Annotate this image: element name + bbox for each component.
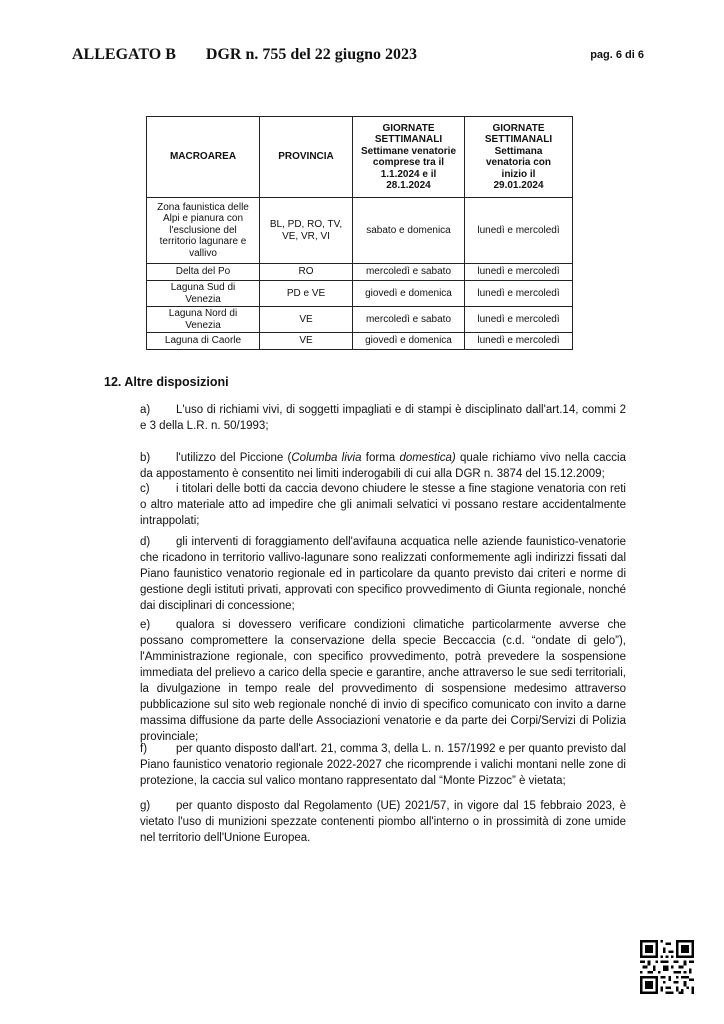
- cell-giornate-1: mercoledì e sabato: [353, 307, 465, 333]
- page-number: pag. 6 di 6: [590, 49, 644, 61]
- cell-giornate-2: lunedì e mercoledì: [465, 281, 573, 307]
- table-row: [147, 281, 573, 307]
- table-header-row: [147, 117, 573, 198]
- cell-line: territorio lagunare e: [159, 236, 247, 248]
- paragraph-letter: e): [140, 619, 151, 631]
- cell-provincia: [260, 198, 353, 264]
- cell-macroarea: Delta del Po: [147, 264, 260, 281]
- paragraph-text: per quanto disposto dall'art. 21, comma 3, della L. n. 157/1992 e per quanto previsto dal Piano faunistico venatorio regionale 2022-2027 che ricomprende i valichi montani nelle zone di protezione, la caccia sul valico montano rappresentato dal “Monte Pizzoc” è vietata;: [140, 743, 626, 787]
- allegato-label: ALLEGATO B: [72, 46, 176, 63]
- header-line: 29.01.2024: [493, 180, 544, 191]
- paragraph-letter: d): [140, 536, 151, 548]
- cell-provincia: VE: [260, 307, 353, 333]
- cell-macroarea: [147, 307, 260, 333]
- cell-macroarea: Laguna di Caorle: [147, 333, 260, 350]
- cell-line: Alpi e pianura con: [162, 213, 244, 225]
- header-line: comprese tra il: [372, 157, 445, 168]
- paragraph-letter: b): [140, 452, 151, 464]
- header-line: Settimana: [494, 145, 543, 157]
- table-row: [147, 264, 573, 281]
- cell-line: l'esclusione del: [169, 224, 237, 236]
- header-line: SETTIMANALI: [374, 134, 443, 145]
- cell-giornate-2: lunedì e mercoledì: [465, 198, 573, 264]
- paragraph-f: [140, 741, 626, 789]
- header-line: GIORNATE: [492, 122, 545, 134]
- paragraph-text: per quanto disposto dal Regolamento (UE) 2021/57, in vigore dal 15 febbraio 2023, è vietato l'uso di munizioni spezzate contenenti piombo all'interno o in prossimità di zone umide nel territorio dell'Unione Europea.: [140, 800, 626, 844]
- cell-line: Laguna Sud di: [170, 282, 236, 293]
- paragraph-b: [140, 450, 626, 482]
- paragraph-text: L'uso di richiami vivi, di soggetti impagliati e di stampi è disciplinato dall'art.14, commi 2 e 3 della L.R. n. 50/1993;: [140, 404, 626, 432]
- table-row: [147, 333, 573, 350]
- cell-line: vallivo: [189, 247, 217, 259]
- cell-giornate-1: giovedì e domenica: [353, 281, 465, 307]
- paragraph-text: forma: [361, 452, 400, 464]
- document-header: [72, 46, 417, 64]
- cell-line: Zona faunistica delle: [157, 201, 249, 213]
- cell-provincia: RO: [260, 264, 353, 281]
- header-line: Settimane venatorie: [360, 145, 457, 157]
- cell-provincia: PD e VE: [260, 281, 353, 307]
- cell-giornate-1: mercoledì e sabato: [353, 264, 465, 281]
- paragraph-letter: g): [140, 800, 151, 812]
- cell-giornate-1: sabato e domenica: [353, 198, 465, 264]
- cell-giornate-2: lunedì e mercoledì: [465, 333, 573, 350]
- paragraph-text: i titolari delle botti da caccia devono chiudere le stesse a fine stagione venatoria con reti o altro materiale atto ad impedire che gli animali selvatici vi possano restare accidentalmente intrappolati;: [140, 483, 626, 527]
- header-line: venatoria con: [485, 157, 552, 168]
- paragraph-letter: f): [140, 743, 148, 755]
- dgr-reference: DGR n. 755 del 22 giugno 2023: [205, 46, 418, 63]
- paragraph-c: [140, 481, 626, 529]
- header-line: 1.1.2024 e il: [380, 168, 437, 180]
- paragraph-text: qualora si dovessero verificare condizioni climatiche particolarmente avverse che possano compromettere la conservazione della specie Beccaccia (c.d. “ondate di gelo”), l'Amministrazione regionale, con specifico provvedimento, potrà prevedere la sospensione immediata del prelievo a carico della specie e garantire, anche attraverso le sue sedi territoriali, la divulgazione in tempo reale del provvedimento di sospensione medesimo attraverso pubblicazione sul sito web regionale nonché di invio di specifico comunicato con invito a darne massima diffusione da parte delle Associazioni venatorie e da parte dei Corpi/Servizi di Polizia provinciale;: [140, 619, 626, 743]
- cell-line: Venezia: [185, 293, 221, 305]
- species-name: Columba livia: [291, 452, 362, 464]
- header-giornate-2: [465, 117, 573, 198]
- cell-giornate-1: giovedì e domenica: [353, 333, 465, 350]
- table-row: [147, 198, 573, 264]
- header-line: SETTIMANALI: [484, 134, 553, 145]
- cell-macroarea: [147, 198, 260, 264]
- cell-giornate-2: lunedì e mercoledì: [465, 307, 573, 333]
- paragraph-letter: c): [140, 483, 150, 495]
- cell-giornate-2: lunedì e mercoledì: [465, 264, 573, 281]
- cell-line: VE, VR, VI: [282, 230, 330, 242]
- paragraph-text: gli interventi di foraggiamento dell'avifauna acquatica nelle aziende faunistico-venatorie che ricadono in territorio vallivo-lagunare sono realizzati conformemente agli indirizzi fissati dal Piano faunistico venatorio regionale ed in particolare da quanto previsto dai criteri e norme di gestione degli istituti privati, approvati con specifico provvedimento di Giunta regionale, nonché dai disciplinari di concessione;: [140, 536, 626, 612]
- paragraph-a: [140, 402, 626, 434]
- paragraph-letter: a): [140, 404, 151, 416]
- header-line: GIORNATE: [382, 122, 435, 134]
- paragraph-d: [140, 534, 626, 614]
- cell-line: Laguna Nord di: [168, 308, 238, 319]
- species-form: domestica): [399, 452, 456, 464]
- cell-line: Venezia: [185, 319, 221, 331]
- cell-macroarea: [147, 281, 260, 307]
- cell-line: BL, PD, RO, TV,: [269, 219, 343, 230]
- paragraph-text: l'utilizzo del Piccione (: [176, 452, 292, 464]
- table-row: [147, 307, 573, 333]
- header-provincia: PROVINCIA: [260, 117, 353, 198]
- paragraph-g: [140, 798, 626, 846]
- header-line: 28.1.2024: [386, 180, 431, 191]
- header-macroarea: MACROAREA: [147, 117, 260, 198]
- paragraph-e: [140, 617, 626, 745]
- hunting-days-table: [146, 116, 573, 350]
- section-title: 12. Altre disposizioni: [104, 375, 229, 389]
- header-line: inizio il: [501, 168, 536, 180]
- cell-provincia: VE: [260, 333, 353, 350]
- paragraph-text: quale richiamo vivo nella caccia da appostamento è consentito nei limiti inderogabili di cui alla DGR n. 3874 del 15.12.2009;: [140, 452, 626, 480]
- header-giornate-1: [353, 117, 465, 198]
- qr-code-icon: [640, 940, 694, 994]
